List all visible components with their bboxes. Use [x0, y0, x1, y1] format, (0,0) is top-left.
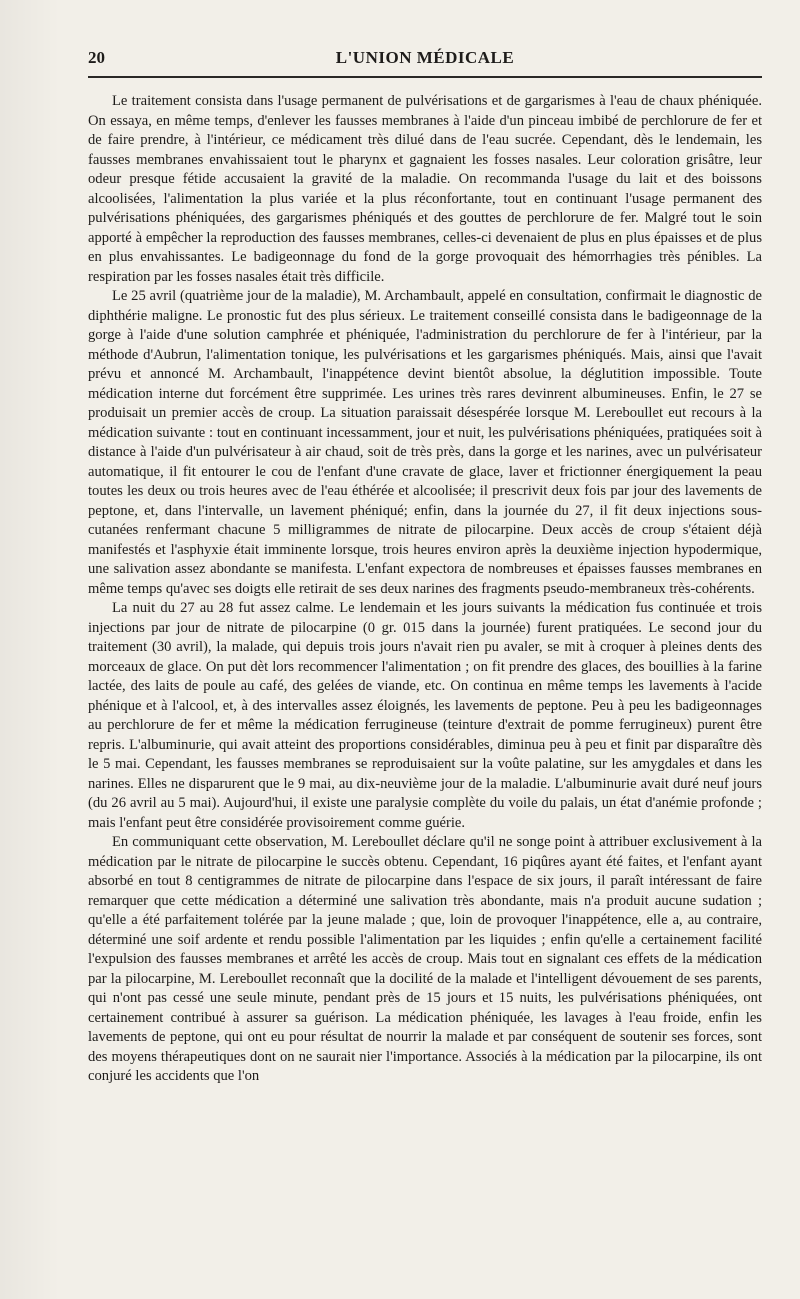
- page-edge-shadow: [0, 0, 60, 1299]
- paragraph: Le 25 avril (quatrième jour de la maladie), M. Archambault, appelé en consultation, confirmait le diagnostic de diphthérie maligne. Le pronostic fut des plus sérieux. Le traitement conseillé consista dans le badigeonnage de la gorge à l'aide d'une solution camphrée et phéniquée, l'administration du perchlorure de fer à l'intérieur, par la méthode d'Aubrun, l'alimentation tonique, les pulvérisations et les gargarismes phéniqués. Mais, ainsi que l'avait prévu et annoncé M. Archambault, l'inappétence devint bientôt absolue, la déglutition impossible. Toute médication interne dut forcément être supprimée. Les urines très rares devinrent albumineuses. Enfin, le 27 se produisait un premier accès de croup. La situation paraissait désespérée lorsque M. Lereboullet eut recours à la médication suivante : tout en continuant incessamment, jour et nuit, les pulvérisations phéniquées, pratiquées soit à distance à l'aide d'un pulvérisateur à air chaud, soit de très près, dans la gorge et les narines, avec un pulvérisateur automatique, il fit entourer le cou de l'enfant d'une cravate de glace, laver et frictionner énergiquement la peau toutes les deux ou trois heures avec de l'eau éthérée et alcoolisée; il prescrivit deux fois par jour des lavements de peptone, et, dans l'intervalle, un lavement phéniqué; enfin, dans la journée du 27, il fit deux injections sous-cutanées renfermant chacune 5 milligrammes de nitrate de pilocarpine. Deux accès de croup s'étaient déjà manifestés et l'asphyxie était imminente lorsque, trois heures environ après la deuxième injection hypodermique, une salivation assez abondante se manifesta. L'enfant expectora de nombreuses et épaisses fausses membranes en même temps qu'avec ses doigts elle retirait de ses deux narines des fragments pseudo-membraneux très-cohérents.: [88, 288, 762, 597]
- paragraph: En communiquant cette observation, M. Lereboullet déclare qu'il ne songe point à attribuer exclusivement à la médication par le nitrate de pilocarpine le succès obtenu. Cependant, 16 piqûres ayant été faites, et l'enfant ayant absorbé en tout 8 centigrammes de nitrate de pilocarpine dans l'espace de six jours, il paraît intéressant de faire remarquer que cette médication a déterminé une salivation très abondante, mais n'a produit aucune sudation ; qu'elle a été parfaitement tolérée par la jeune malade ; que, loin de provoquer l'inappétence, elle a, au contraire, déterminé une soif ardente et rendu possible l'alimentation par les liquides ; enfin qu'elle a certainement facilité l'expulsion des fausses membranes et arrêté les accès de croup. Mais tout en signalant ces effets de la médication par la pilocarpine, M. Lereboullet reconnaît que la docilité de la malade et l'intelligent dévouement de ses parents, qui n'ont pas cessé une seule minute, pendant près de 15 jours et 15 nuits, les pulvérisations phéniquées, ont certainement contribué à assurer sa guérison. La médication phéniquée, les lavages à l'eau froide, enfin les lavements de peptone, qui ont eu pour résultat de nourrir la malade et par conséquent de soutenir ses forces, sont des moyens thérapeutiques dont on ne saurait nier l'importance. Associés à la médication par la pilocarpine, ils ont conjuré les accidents que l'on: [88, 834, 762, 1084]
- page-number: 20: [88, 48, 105, 67]
- article-body: [88, 92, 762, 1087]
- running-title: L'UNION MÉDICALE: [335, 48, 515, 67]
- paragraph: La nuit du 27 au 28 fut assez calme. Le lendemain et les jours suivants la médication fus continuée et trois injections par jour de nitrate de pilocarpine (0 gr. 015 dans la journée) furent pratiquées. Le second jour du traitement (30 avril), la malade, qui depuis trois jours n'avait rien pu avaler, se mit à croquer à pleines dents des morceaux de glace. On put dèt lors recommencer l'alimentation ; on fit prendre des glaces, des bouillies à la farine lactée, des laits de poule au café, des gelées de viande, etc. On continua en même temps les lavements à l'acide phénique et à l'alcool, et, à des intervalles assez éloignés, les lavements de peptone. Peu à peu les badigeonnages au perchlorure de fer et même la médication ferrugineuse (teinture d'extrait de pomme ferrugineux) purent être repris. L'albuminurie, qui avait atteint des proportions considérables, diminua peu à peu et finit par disparaître dès le 5 mai. Cependant, les fausses membranes se reproduisaient sur la voûte palatine, sur les amygdales et dans les narines. Elles ne disparurent que le 9 mai, au dix-neuvième jour de la maladie. L'albuminurie avait duré neuf jours (du 26 avril au 5 mai). Aujourd'hui, il existe une paralysie complète du voile du palais, un état d'anémie profonde ; mais l'enfant peut être considérée provisoirement comme guérie.: [88, 600, 762, 831]
- paragraph: Le traitement consista dans l'usage permanent de pulvérisations et de gargarismes à l'eau de chaux phéniquée. On essaya, en même temps, d'enlever les fausses membranes à l'aide d'un pinceau imbibé de perchlorure de fer et de faire prendre, à l'intérieur, ce médicament très dilué dans de l'eau sucrée. Cependant, dès le lendemain, les fausses membranes envahissaient tout le pharynx et gagnaient les fosses nasales. Leur coloration grisâtre, leur odeur presque fétide accusaient la gravité de la maladie. On recommanda l'usage du lait et des boissons alcoolisées, l'alimentation la plus variée et la plus réconfortante, tout en continuant l'usage permanent des pulvérisations phéniquées, des gargarismes phéniqués et des gouttes de perchlorure de fer. Malgré tout le soin apporté à empêcher la reproduction des fausses membranes, celles-ci devenaient de plus en plus épaisses et de plus en plus envahissantes. Le badigeonnage du fond de la gorge provoquait des hémorrhagies très pénibles. La respiration par les fosses nasales était très difficile.: [88, 93, 762, 285]
- running-header: [88, 48, 762, 76]
- header-rule: [88, 76, 762, 78]
